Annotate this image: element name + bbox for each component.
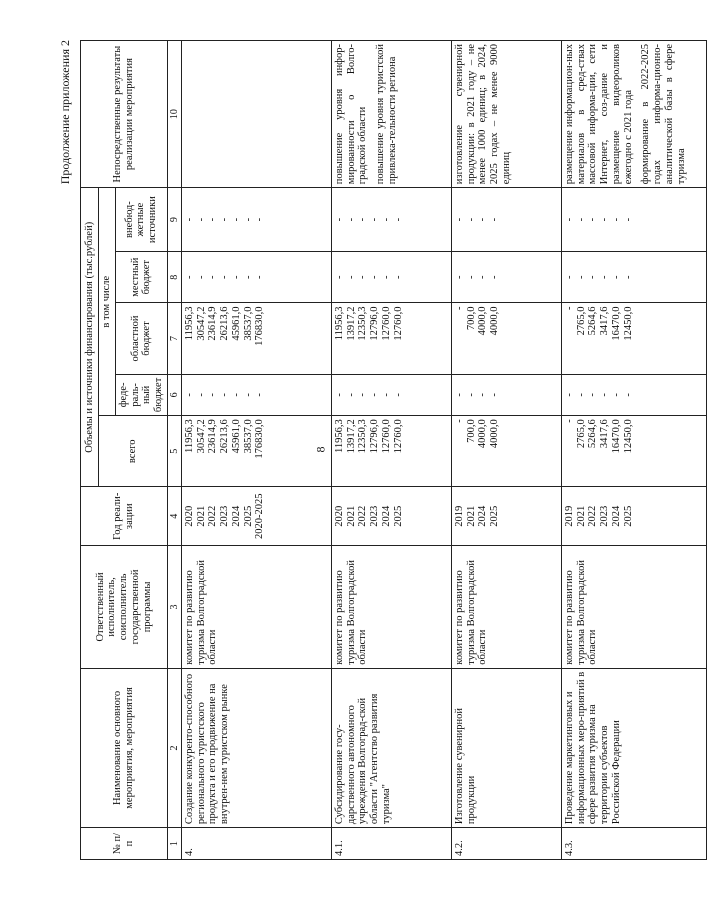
local-list-value: - [345, 275, 357, 279]
local-list-value: - [563, 275, 575, 279]
local-list-value: - [610, 275, 622, 279]
total-list-value: 3417,6 [599, 419, 611, 449]
regional-list-value: - [453, 306, 465, 310]
results-cell [561, 41, 706, 188]
federal-list-value: - [610, 393, 622, 397]
year-list-value: 2022 [357, 505, 369, 527]
total-list [561, 416, 706, 487]
row-number: 4. [181, 828, 331, 860]
total-list-value: 38537,0 [242, 419, 254, 454]
regional-list-value: 5264,6 [587, 306, 599, 336]
row-number: 4.1. [331, 828, 451, 860]
regional-list-value: 13917,2 [345, 306, 357, 341]
local-list-value: - [242, 275, 254, 279]
header-regional: областной бюджет [115, 303, 167, 374]
result-text: размещение информацион-ных материалов в сред-ствах массовой информа-ции, сети Интернет, соз-дание и размещение видеороликов ежегодно с 2021 года [563, 44, 634, 185]
extra-list-value: - [477, 217, 489, 222]
regional-list [451, 303, 561, 374]
extra-list [331, 188, 451, 252]
year-list-value: 2024 [610, 505, 622, 527]
year-list-value: 2020 [183, 505, 195, 527]
column-number: 9 [167, 188, 181, 252]
federal-list-value: - [465, 393, 477, 397]
year-list [181, 487, 331, 546]
regional-list-value: 38537,0 [242, 306, 254, 341]
federal-list-value: - [392, 393, 404, 397]
regional-list-value: 26213,6 [219, 306, 231, 341]
local-list-value: - [477, 275, 489, 279]
extra-list-value: - [230, 217, 242, 222]
regional-list-value: 700,0 [465, 306, 477, 331]
measure-name: Изготовление сувенирной продукции [451, 668, 561, 827]
year-list-value: 2024 [230, 505, 242, 527]
year-list-value: 2024 [477, 505, 489, 527]
year-list-value: 2021 [195, 505, 207, 527]
local-list [451, 251, 561, 302]
federal-list-value: - [183, 393, 195, 397]
year-list-value: 2019 [563, 505, 575, 527]
column-number: 6 [167, 374, 181, 416]
local-list [331, 251, 451, 302]
total-list-value: 2765,0 [575, 419, 587, 449]
total-list-value: - [563, 419, 575, 423]
header-federal: феде-раль-ный бюджет [115, 374, 167, 416]
regional-list-value: 23614,9 [207, 306, 219, 341]
regional-list [561, 303, 706, 374]
year-list-value: 2025 [392, 505, 404, 527]
federal-list-value: - [369, 393, 381, 397]
extra-list [561, 188, 706, 252]
year-list-value: 2021 [345, 505, 357, 527]
result-text: повышение уровня туристской привлека-тельности региона [375, 44, 398, 185]
federal-list-value: - [587, 393, 599, 397]
local-list-value: - [599, 275, 611, 279]
year-list-value: 2025 [489, 505, 501, 527]
total-list-value: 4000,0 [477, 419, 489, 449]
regional-list [331, 303, 451, 374]
total-list-value: 30547,2 [195, 419, 207, 454]
page-number: 8 [313, 446, 328, 453]
row-number: 4.2. [451, 828, 561, 860]
column-number: 4 [167, 487, 181, 546]
extra-list-value: - [333, 217, 345, 222]
header-incl: в том числе [99, 188, 116, 416]
federal-list-value: - [453, 393, 465, 397]
extra-list-value: - [207, 217, 219, 222]
header-year: Год реали-зации [81, 487, 168, 546]
results-cell [331, 41, 451, 188]
local-list-value: - [380, 275, 392, 279]
extra-list-value: - [392, 217, 404, 222]
local-list-value: - [622, 275, 634, 279]
regional-list-value: 45961,0 [230, 306, 242, 341]
table-row [561, 41, 706, 860]
column-number: 2 [167, 668, 181, 827]
total-list [451, 416, 561, 487]
header-name: Наименование основного мероприятия, мероприятия [81, 668, 168, 827]
total-list-value: 176830,0 [254, 419, 266, 459]
regional-list-value: 12796,0 [369, 306, 381, 341]
extra-list-value: - [622, 217, 634, 222]
table-row [451, 41, 561, 860]
regional-list-value: 176830,0 [254, 306, 266, 346]
total-list-value: 12450,0 [622, 419, 634, 454]
federal-list-value: - [622, 393, 634, 397]
federal-list-value: - [563, 393, 575, 397]
total-list-value: 26213,6 [219, 419, 231, 454]
federal-list-value: - [254, 393, 266, 397]
local-list-value: - [453, 275, 465, 279]
regional-list-value: 12350,3 [357, 306, 369, 341]
header-total: всего [99, 416, 168, 487]
federal-list [331, 374, 451, 416]
year-list-value: 2025 [622, 505, 634, 527]
extra-list [181, 188, 331, 252]
regional-list-value: 30547,2 [195, 306, 207, 341]
federal-list-value: - [230, 393, 242, 397]
local-list-value: - [587, 275, 599, 279]
year-list-value: 2020-2025 [254, 493, 266, 539]
federal-list-value: - [219, 393, 231, 397]
extra-list-value: - [380, 217, 392, 222]
column-number: 1 [167, 828, 181, 860]
local-list-value: - [195, 275, 207, 279]
year-list-value: 2025 [242, 505, 254, 527]
local-list-value: - [392, 275, 404, 279]
local-list-value: - [219, 275, 231, 279]
regional-list-value: 3417,6 [599, 306, 611, 336]
regional-list-value: 11956,3 [183, 306, 195, 341]
local-list-value: - [357, 275, 369, 279]
result-text: повышение уровня инфор-мированности о Волго-градской области [333, 44, 369, 185]
total-list-value: 12350,3 [357, 419, 369, 454]
local-list-value: - [369, 275, 381, 279]
year-list-value: 2021 [465, 505, 477, 527]
local-list-value: - [465, 275, 477, 279]
measure-name: Субсидирование госу-дарственного автономного учреждения Волгоград-ской области "Агентство развития туризма" [331, 668, 451, 827]
local-list-value: - [489, 275, 501, 279]
column-number: 7 [167, 303, 181, 374]
executor: комитет по развитию туризма Волгоградской области [561, 546, 706, 669]
column-number: 10 [167, 41, 181, 188]
result-text: изготовление сувенирной продукции: в 2021 году – не менее 1000 единиц; в 2024, 2025 годах – не менее 9000 единиц [453, 44, 512, 185]
federal-list-value: - [207, 393, 219, 397]
regional-list-value: 16470,0 [610, 306, 622, 341]
total-list-value: 16470,0 [610, 419, 622, 454]
annex-label: Продолжение приложения 2 [58, 40, 72, 185]
results-cell [181, 41, 331, 188]
regional-list-value: 4000,0 [489, 306, 501, 336]
result-text: формирование в 2022-2025 годах информа-ционно-аналитической базы в сфере туризма [640, 44, 687, 185]
total-list-value: 12796,0 [369, 419, 381, 454]
extra-list-value: - [195, 217, 207, 222]
federal-list [181, 374, 331, 416]
year-list-value: 2020 [333, 505, 345, 527]
column-number: 8 [167, 251, 181, 302]
table-row [331, 41, 451, 860]
column-numbers-row [167, 41, 181, 860]
total-list [331, 416, 451, 487]
funding-table [80, 40, 707, 860]
federal-list-value: - [477, 393, 489, 397]
federal-list-value: - [345, 393, 357, 397]
total-list-value: 4000,0 [489, 419, 501, 449]
federal-list-value: - [357, 393, 369, 397]
header-num: № п/п [81, 828, 168, 860]
local-list-value: - [254, 275, 266, 279]
total-list-value: - [453, 419, 465, 423]
regional-list-value: 12450,0 [622, 306, 634, 341]
extra-list-value: - [254, 217, 266, 222]
rotated-page [58, 40, 687, 860]
row-number: 4.3. [561, 828, 706, 860]
column-number: 5 [167, 416, 181, 487]
extra-list-value: - [610, 217, 622, 222]
total-list-value: 5264,6 [587, 419, 599, 449]
year-list-value: 2023 [599, 505, 611, 527]
header-results: Непосредственные результаты реализации мероприятия [81, 41, 168, 188]
extra-list-value: - [453, 217, 465, 222]
total-list-value: 12760,0 [392, 419, 404, 454]
total-list [181, 416, 331, 487]
extra-list-value: - [587, 217, 599, 222]
table-row [181, 41, 331, 860]
local-list-value: - [183, 275, 195, 279]
federal-list [451, 374, 561, 416]
extra-list-value: - [599, 217, 611, 222]
extra-list [451, 188, 561, 252]
federal-list-value: - [599, 393, 611, 397]
header-funding: Объемы и источники финансирования (тыс.рублей) [81, 188, 99, 487]
year-list-value: 2019 [453, 505, 465, 527]
federal-list-value: - [195, 393, 207, 397]
federal-list-value: - [333, 393, 345, 397]
measure-name: Создание конкуренто-способного регионального туристского продукта и его продвижение на внутрен-нем туристском рынке [181, 668, 331, 827]
executor: комитет по развитию туризма Волгоградской области [181, 546, 331, 669]
federal-list-value: - [380, 393, 392, 397]
year-list-value: 2022 [207, 505, 219, 527]
regional-list [181, 303, 331, 374]
regional-list-value: 4000,0 [477, 306, 489, 336]
total-list-value: 23614,9 [207, 419, 219, 454]
total-list-value: 12760,0 [380, 419, 392, 454]
year-list [331, 487, 451, 546]
year-list [451, 487, 561, 546]
table-body [181, 41, 706, 860]
regional-list-value: 12760,0 [392, 306, 404, 341]
federal-list-value: - [575, 393, 587, 397]
year-list-value: 2023 [369, 505, 381, 527]
regional-list-value: 11956,3 [333, 306, 345, 341]
extra-list-value: - [369, 217, 381, 222]
local-list-value: - [207, 275, 219, 279]
local-list [181, 251, 331, 302]
local-list-value: - [333, 275, 345, 279]
year-list [561, 487, 706, 546]
executor: комитет по развитию туризма Волгоградской области [451, 546, 561, 669]
regional-list-value: 2765,0 [575, 306, 587, 336]
column-number: 3 [167, 546, 181, 669]
extra-list-value: - [183, 217, 195, 222]
total-list-value: 45961,0 [230, 419, 242, 454]
measure-name: Проведение маркетинговых и информационных меро-приятий в сфере развития туризма на территории субъектов Российской Федерации [561, 668, 706, 827]
header-executor: Ответственный исполнитель, соисполнитель государственной программы [81, 546, 168, 669]
extra-list-value: - [563, 217, 575, 222]
results-cell [451, 41, 561, 188]
executor: комитет по развитию туризма Волгоградской области [331, 546, 451, 669]
extra-list-value: - [489, 217, 501, 222]
extra-list-value: - [242, 217, 254, 222]
total-list-value: 13917,2 [345, 419, 357, 454]
regional-list-value: 12760,0 [380, 306, 392, 341]
header-local: местный бюджет [115, 251, 167, 302]
extra-list-value: - [465, 217, 477, 222]
federal-list-value: - [242, 393, 254, 397]
extra-list-value: - [219, 217, 231, 222]
local-list-value: - [230, 275, 242, 279]
header-extra: внебюд-жетные источники [115, 188, 167, 252]
year-list-value: 2023 [219, 505, 231, 527]
year-list-value: 2021 [575, 505, 587, 527]
year-list-value: 2024 [380, 505, 392, 527]
total-list-value: 11956,3 [183, 419, 195, 453]
extra-list-value: - [357, 217, 369, 222]
federal-list [561, 374, 706, 416]
total-list-value: 700,0 [465, 419, 477, 443]
total-list-value: 11956,3 [333, 419, 345, 453]
extra-list-value: - [575, 217, 587, 222]
year-list-value: 2022 [587, 505, 599, 527]
federal-list-value: - [489, 393, 501, 397]
local-list-value: - [575, 275, 587, 279]
local-list [561, 251, 706, 302]
regional-list-value: - [563, 306, 575, 310]
extra-list-value: - [345, 217, 357, 222]
